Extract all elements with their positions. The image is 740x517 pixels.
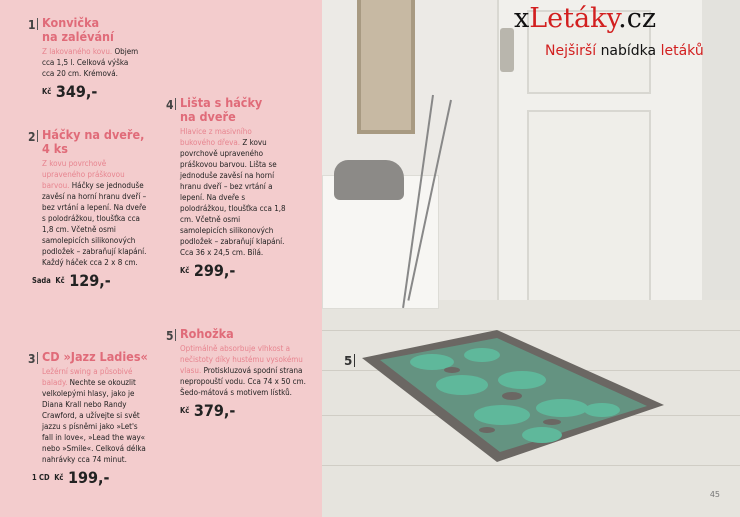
- price-value: 129,-: [69, 271, 111, 290]
- product-description-text: Objem cca 1,5 l. Celková výška cca 20 cm. Krémová.: [42, 47, 139, 78]
- price-value: 299,-: [193, 261, 236, 280]
- wall-mirror: [357, 0, 415, 134]
- product-3: [28, 349, 150, 487]
- product-price: Kč 349,-: [42, 82, 98, 101]
- product-price: Kč 299,-: [180, 261, 236, 280]
- product-description-highlight: Z kovu povrchově upraveného práškovou barvou.: [42, 159, 125, 190]
- product-description-text: Z kovu povrchově upraveného práškovou barvou. Lišta se jednoduše zavěsí na horní hranu dveří – bez vrtání a lepení. Na dveře s polodrážkou, tloušťka cca 1,8 cm. Včetně osmi samolepicích silikonových podložek – zabraňují klapání. Cca 36 x 24,5 cm. Bílá.: [180, 138, 286, 257]
- price-value: 349,-: [55, 82, 98, 101]
- product-2: [28, 127, 150, 290]
- product-title-line: Háčky na dveře,: [42, 127, 145, 142]
- watermark-tagline: Nejširší nabídka letáků: [545, 43, 704, 59]
- doormat: [352, 330, 672, 465]
- price-value: 199,-: [68, 468, 110, 487]
- product-title-line: na dveře: [180, 109, 236, 124]
- page-number: 45: [709, 490, 720, 499]
- product-description-highlight: Z lakovaného kovu.: [42, 47, 113, 56]
- catalog-text-page: [0, 0, 322, 517]
- product-title-line: Lišta s háčky: [180, 95, 263, 110]
- photo-item-number: 5: [344, 354, 353, 368]
- product-title-line: na zalévání: [42, 29, 114, 44]
- folded-blanket: [334, 160, 404, 200]
- product-title-line: 4 ks: [42, 141, 68, 156]
- product-price: 1 CD Kč 199,-: [32, 468, 110, 487]
- product-title-line: Rohožka: [180, 326, 234, 341]
- product-number: 3: [28, 352, 36, 366]
- product-title-line: CD »Jazz Ladies«: [42, 349, 148, 364]
- product-description: [180, 343, 308, 398]
- product-4: [166, 95, 288, 280]
- product-price: Kč 379,-: [180, 401, 236, 420]
- door-handle: [500, 28, 514, 72]
- product-number: 1: [28, 18, 36, 32]
- product-5: [166, 326, 308, 420]
- product-number: 5: [166, 329, 174, 343]
- product-title-line: Konvička: [42, 15, 100, 30]
- product-description-highlight: Ležérní swing a působivé balady.: [42, 367, 133, 387]
- product-number: 4: [166, 98, 174, 112]
- product-price: Sada Kč 129,-: [32, 271, 111, 290]
- watermark-logo: xLetáky.cz: [514, 3, 657, 34]
- product-description: [42, 366, 150, 465]
- product-description-highlight: Hlavice z masivního bukového dřeva.: [180, 127, 252, 147]
- product-description-text: Háčky se jednoduše zavěsí na horní hranu dveří – bez vrtání a lepení. Na dveře s polodrážkou, tloušťka cca 1,8 cm. Včetně osmi samolepicích silikonových podložek – zabraňují klapání. Každý háček cca 2 x 8 cm.: [42, 181, 147, 267]
- product-description-highlight: Optimálně absorbuje vlhkost a nečistoty díky hustému vysokému vlasu.: [180, 344, 303, 375]
- product-description: [42, 158, 150, 268]
- product-number: 2: [28, 130, 36, 144]
- product-description-text: Protiskluzová spodní strana nepropouští vodu. Cca 74 x 50 cm. Šedo-mátová s motivem lístků.: [180, 366, 306, 397]
- product-description-text: Nechte se okouzlit velkolepými hlasy, jako je Diana Krall nebo Randy Crawford, a užívejte si svět jazzu s písněmi jako »Let's fall in love«, »Lead the way« nebo »Smile«. Celková délka nahrávky cca 74 minut.: [42, 378, 146, 464]
- price-value: 379,-: [193, 401, 236, 420]
- product-description: [42, 46, 142, 79]
- catalog-photo-page: [322, 0, 740, 517]
- product-description: [180, 126, 288, 258]
- product-1: [28, 15, 142, 101]
- door-panel: [527, 110, 651, 319]
